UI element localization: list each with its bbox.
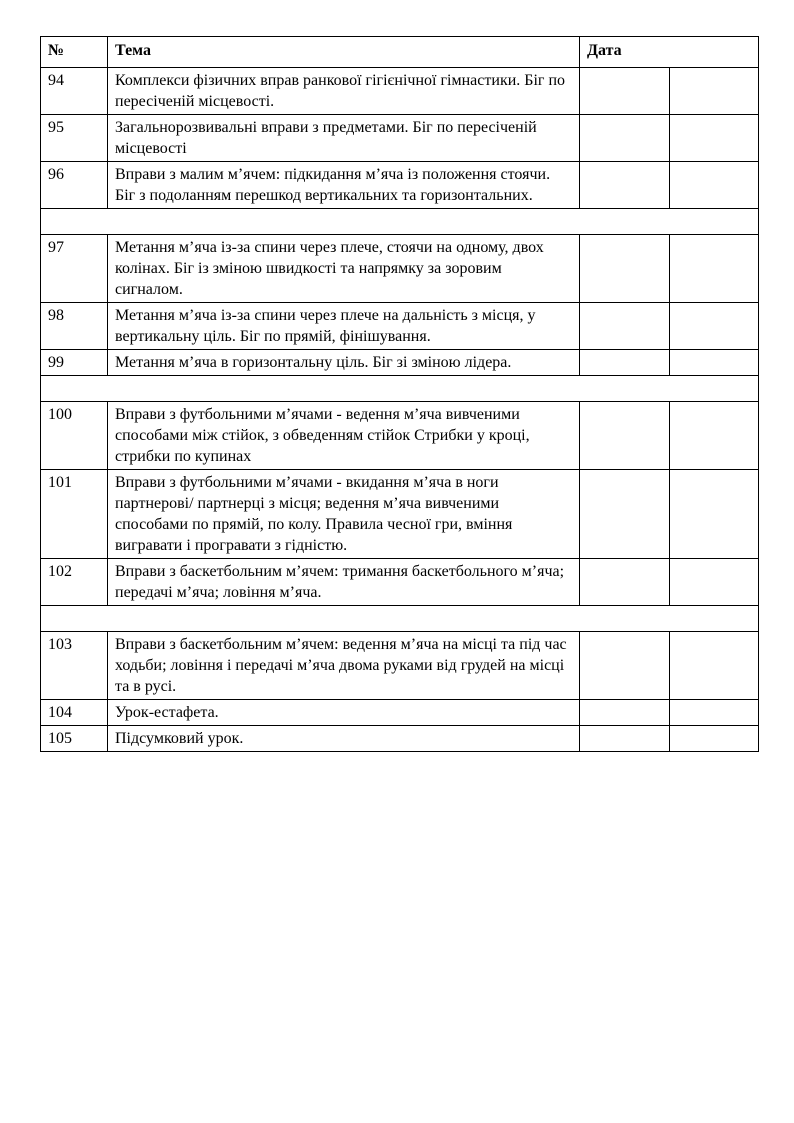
header-row [41, 37, 759, 68]
section-divider-cell [41, 606, 759, 632]
date-cell-2 [670, 350, 759, 376]
date-cell-1 [580, 115, 670, 162]
lesson-topic: Вправи з футбольними м’ячами - ведення м’яча вивченими способами між стійок, з обведенням стійок Стрибки у кроці, стрибки по купинах [108, 402, 580, 470]
date-cell-1 [580, 700, 670, 726]
lesson-number: 102 [41, 559, 108, 606]
table-row [41, 700, 759, 726]
lesson-topic: Вправи з баскетбольним м’ячем: ведення м’яча на місці та під час ходьби; ловіння і передачі м’яча двома руками від грудей на місці та в русі. [108, 632, 580, 700]
lesson-number: 97 [41, 235, 108, 303]
table-row [41, 162, 759, 209]
section-divider-row [41, 376, 759, 402]
date-cell-2 [670, 700, 759, 726]
date-cell-2 [670, 115, 759, 162]
date-cell-1 [580, 632, 670, 700]
lesson-number: 99 [41, 350, 108, 376]
table-row [41, 402, 759, 470]
lesson-number: 103 [41, 632, 108, 700]
table-body [41, 68, 759, 752]
lesson-topic: Вправи з малим м’ячем: підкидання м’яча із положення стоячи. Біг з подоланням перешкод вертикальних та горизонтальних. [108, 162, 580, 209]
table-row [41, 470, 759, 559]
date-cell-1 [580, 559, 670, 606]
lesson-topic: Метання м’яча із-за спини через плече на дальність з місця, у вертикальну ціль. Біг по прямій, фінішування. [108, 303, 580, 350]
lesson-topic: Підсумковий урок. [108, 726, 580, 752]
lesson-number: 96 [41, 162, 108, 209]
table-row [41, 235, 759, 303]
lesson-number: 98 [41, 303, 108, 350]
date-cell-1 [580, 303, 670, 350]
date-cell-1 [580, 162, 670, 209]
lesson-topic: Метання м’яча в горизонтальну ціль. Біг зі зміною лідера. [108, 350, 580, 376]
lesson-topic: Вправи з футбольними м’ячами - вкидання м’яча в ноги партнерові/ партнерці з місця; ведення м’яча вивченими способами по прямій, по колу. Правила чесної гри, вміння вигравати і програвати з гідністю. [108, 470, 580, 559]
date-cell-2 [670, 726, 759, 752]
lesson-topic: Комплекси фізичних вправ ранкової гігієнічної гімнастики. Біг по пересіченій місцевості. [108, 68, 580, 115]
lesson-number: 104 [41, 700, 108, 726]
table-row [41, 303, 759, 350]
date-cell-1 [580, 350, 670, 376]
lesson-number: 95 [41, 115, 108, 162]
date-cell-2 [670, 470, 759, 559]
table-row [41, 115, 759, 162]
section-divider-cell [41, 376, 759, 402]
lesson-topic: Метання м’яча із-за спини через плече, стоячи на одному, двох колінах. Біг із зміною швидкості та напрямку за зоровим сигналом. [108, 235, 580, 303]
section-divider-row [41, 209, 759, 235]
date-cell-2 [670, 303, 759, 350]
lesson-number: 100 [41, 402, 108, 470]
header-date: Дата [580, 37, 759, 68]
date-cell-2 [670, 235, 759, 303]
table-row [41, 559, 759, 606]
header-number: № [41, 37, 108, 68]
date-cell-2 [670, 162, 759, 209]
date-cell-1 [580, 402, 670, 470]
lesson-number: 94 [41, 68, 108, 115]
lesson-topic: Вправи з баскетбольним м’ячем: тримання баскетбольного м’яча; передачі м’яча; ловіння м’яча. [108, 559, 580, 606]
lesson-number: 105 [41, 726, 108, 752]
date-cell-2 [670, 68, 759, 115]
table-row [41, 68, 759, 115]
date-cell-2 [670, 559, 759, 606]
table-row [41, 726, 759, 752]
lesson-plan-table [40, 36, 759, 752]
date-cell-1 [580, 726, 670, 752]
lesson-topic: Урок-естафета. [108, 700, 580, 726]
date-cell-1 [580, 235, 670, 303]
date-cell-2 [670, 402, 759, 470]
header-topic: Тема [108, 37, 580, 68]
date-cell-2 [670, 632, 759, 700]
section-divider-row [41, 606, 759, 632]
table-row [41, 632, 759, 700]
date-cell-1 [580, 68, 670, 115]
lesson-number: 101 [41, 470, 108, 559]
date-cell-1 [580, 470, 670, 559]
lesson-topic: Загальнорозвивальні вправи з предметами. Біг по пересіченій місцевості [108, 115, 580, 162]
section-divider-cell [41, 209, 759, 235]
table-row [41, 350, 759, 376]
